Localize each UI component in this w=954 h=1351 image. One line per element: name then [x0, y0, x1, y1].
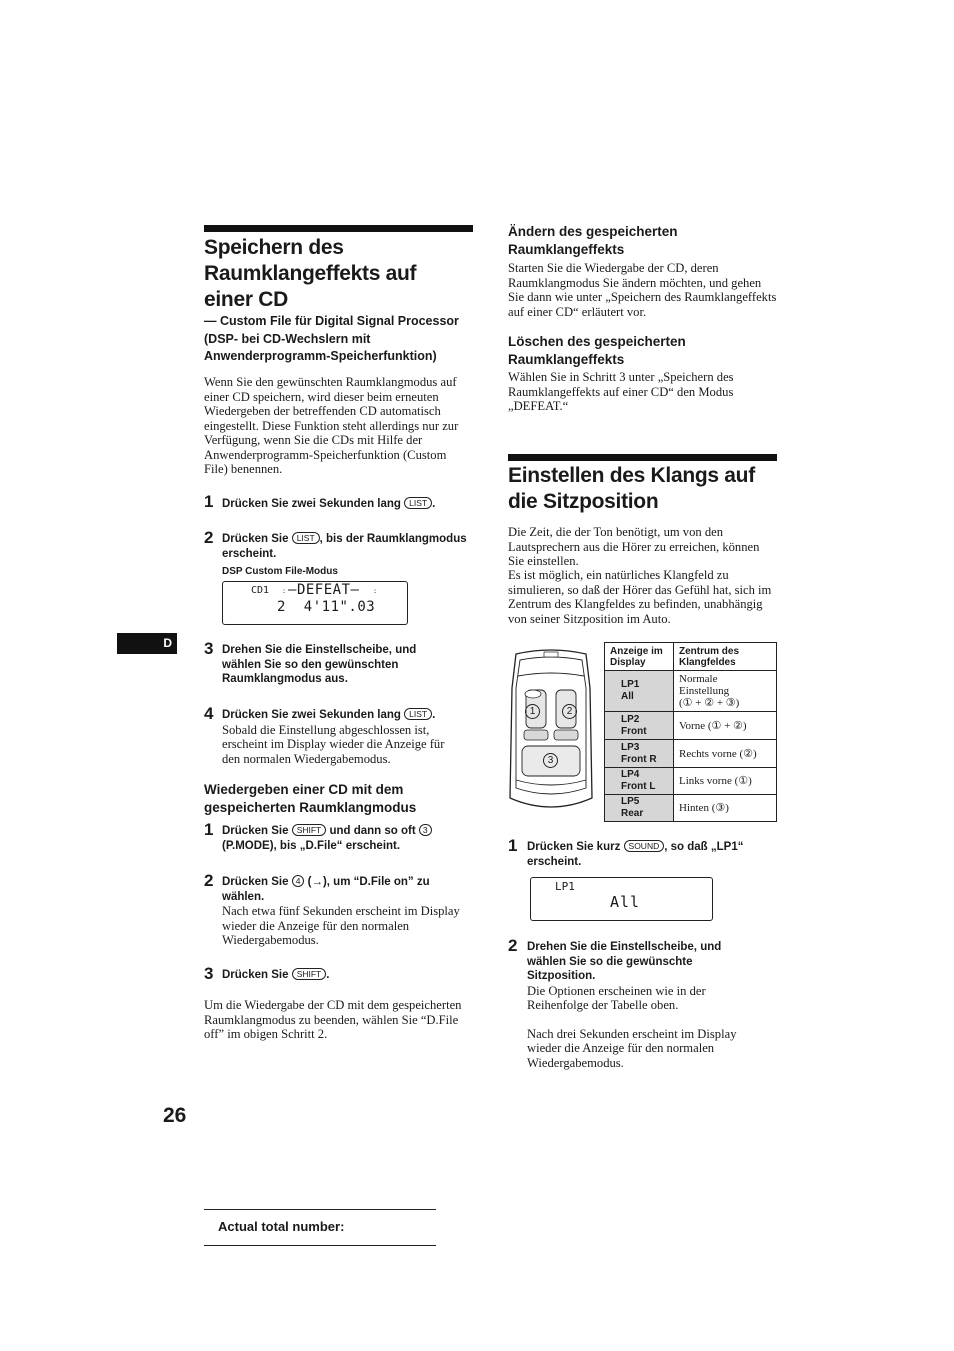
display-caption: DSP Custom File-Modus — [222, 566, 338, 577]
step-text: Drücken Sie zwei Sekunden lang LIST . Sobald die Einstellung abgeschlossen ist, erscheint im Display wieder die Anzeige für den normalen Wiedergabemodus. — [222, 709, 445, 766]
section-rule — [204, 225, 473, 232]
step-text: Drücken Sie 4 (→), um “D.File on” zu wählen. Nach etwa fünf Sekunden erscheint im Display wieder die Anzeige für den normalen Wiedergabemodus. — [222, 876, 460, 947]
table-cell: LP3 Front R — [605, 740, 674, 768]
language-tab: D — [117, 633, 177, 654]
page-number: 26 — [163, 1104, 187, 1127]
blink-mark-icon: : — [373, 587, 378, 595]
seat-1-label: 1 — [525, 701, 540, 719]
step-text: Drücken Sie kurz SOUND , so daß „LP1“ erscheint. — [527, 841, 744, 868]
step-text: Drücken Sie zwei Sekunden lang LIST . — [222, 498, 436, 510]
table-cell: LP4 Front L — [605, 768, 674, 795]
subsection-title: Ändern des gespeicherten Raumklangeffekts — [508, 224, 678, 257]
display-mode: –DEFEAT– — [288, 582, 360, 598]
step-number: 1 — [204, 820, 214, 839]
step-text: Drücken Sie LIST , bis der Raumklangmodus erscheint. — [222, 533, 467, 560]
table-row — [605, 740, 777, 768]
display-mode: All — [610, 893, 641, 911]
step-text: Drehen Sie die Einstellscheibe, und wählen Sie so den gewünschten Raumklangmodus aus. — [222, 644, 417, 685]
table-cell: Rechts vorne (②) — [674, 740, 777, 768]
display-source: LP1 — [555, 880, 575, 893]
display-source: CD1 — [251, 585, 270, 596]
sound-key-icon: SOUND — [624, 840, 665, 852]
seat-3-label: 3 — [543, 750, 558, 768]
footer-label: Actual total number: — [218, 1219, 345, 1234]
step-number: 3 — [204, 639, 214, 658]
display-time: 2 4'11".03 — [277, 599, 376, 615]
table-cell: Normale Einstellung (① + ② + ③) — [674, 671, 777, 712]
footer-box — [204, 1209, 436, 1246]
step-number: 2 — [204, 528, 214, 547]
section-subtitle: — Custom File für Digital Signal Processor (DSP- bei CD-Wechslern mit Anwenderprogramm-Speicherfunktion) — [204, 314, 459, 363]
intro-paragraph: Wenn Sie den gewünschten Raumklangmodus auf einer CD speichern, wird dieser beim erneuten Wiedergeben der betreffenden CD automatisch eingestellt. Diese Funktion steht allerdings nur zur Verfügung, wenn Sie die CDs mit Hilfe der Anwenderprogramm-Speicherfunktion (Custom File) benennen. — [204, 375, 459, 476]
list-key-icon: LIST — [404, 497, 432, 509]
table-row — [605, 768, 777, 795]
step-number: 3 — [204, 964, 214, 983]
step-text: Drücken Sie SHIFT . — [222, 969, 330, 981]
step-number: 1 — [508, 836, 518, 855]
table-header-cell: Zentrum des Klangfeldes — [674, 643, 777, 671]
table-cell: LP2 Front — [605, 712, 674, 740]
step-number: 1 — [204, 492, 214, 511]
list-key-icon: LIST — [292, 532, 320, 544]
sound-field-table — [604, 642, 777, 822]
lcd-display — [530, 877, 713, 921]
table-cell: LP5 Rear — [605, 795, 674, 822]
table-cell: Hinten (③) — [674, 795, 777, 822]
shift-key-icon: SHIFT — [292, 968, 327, 980]
shift-key-icon: SHIFT — [292, 824, 327, 836]
table-cell: Vorne (① + ②) — [674, 712, 777, 740]
table-row — [605, 712, 777, 740]
step-number: 4 — [204, 704, 214, 723]
step-text: Drehen Sie die Einstellscheibe, und wählen Sie so die gewünschte Sitzposition. Die Optionen erscheinen wie in der Reihenfolge der Tabelle oben. Nach drei Sekunden erscheint im Display wieder die Anzeige für den normalen Wiedergabemodus. — [527, 941, 737, 1070]
table-header-cell: Anzeige im Display — [605, 643, 674, 671]
lcd-display — [222, 581, 408, 625]
outro-paragraph: Um die Wiedergabe der CD mit dem gespeicherten Raumklangmodus zu beenden, wählen Sie “D.File off” im obigen Schritt 2. — [204, 998, 462, 1041]
table-row — [605, 671, 777, 712]
step-text: Drücken Sie SHIFT und dann so oft 3 (P.MODE), bis „D.File“ erscheint. — [222, 824, 477, 853]
number-key-icon: 3 — [419, 824, 432, 836]
intro3-paragraph: Es ist möglich, ein natürliches Klangfeld zu simulieren, so daß der Hörer das Gefühl hat, sich im Zentrum des Klangfeldes zu befinden, unabhängig von seiner Sitzposition im Auto. — [508, 568, 772, 626]
delete-paragraph: Wählen Sie in Schritt 3 unter „Speichern des Raumklangeffekts auf einer CD“ den Modus „DEFEAT.“ — [508, 370, 734, 413]
section-title: Einstellen des Klangs auf die Sitzposition — [508, 464, 755, 513]
blink-mark-icon: : — [282, 587, 287, 595]
section-title: Speichern des Raumklangeffekts auf einer CD — [204, 236, 417, 311]
section-rule — [508, 454, 777, 461]
change-paragraph: Starten Sie die Wiedergabe der CD, deren Raumklangmodus Sie ändern möchten, und gehen Sie dann wie unter „Speichern des Raumklangeffekts auf einer CD“ erläutert vor. — [508, 261, 777, 319]
list-key-icon: LIST — [404, 708, 432, 720]
table-header-row — [605, 643, 777, 671]
table-cell: Links vorne (①) — [674, 768, 777, 795]
subsection-title: Wiedergeben einer CD mit dem gespeicherten Raumklangmodus — [204, 782, 417, 815]
table-row — [605, 795, 777, 822]
subsection-title: Löschen des gespeicherten Raumklangeffekts — [508, 334, 686, 367]
seat-2-label: 2 — [562, 701, 577, 719]
intro2-paragraph: Die Zeit, die der Ton benötigt, um von den Lautsprechern aus die Hörer zu erreichen, können Sie einstellen. — [508, 525, 760, 568]
step-number: 2 — [508, 936, 518, 955]
car-seat-diagram-icon — [506, 648, 596, 814]
table-cell: LP1 All — [605, 671, 674, 712]
number-key-icon: 4 — [292, 875, 305, 887]
step-number: 2 — [204, 871, 214, 890]
